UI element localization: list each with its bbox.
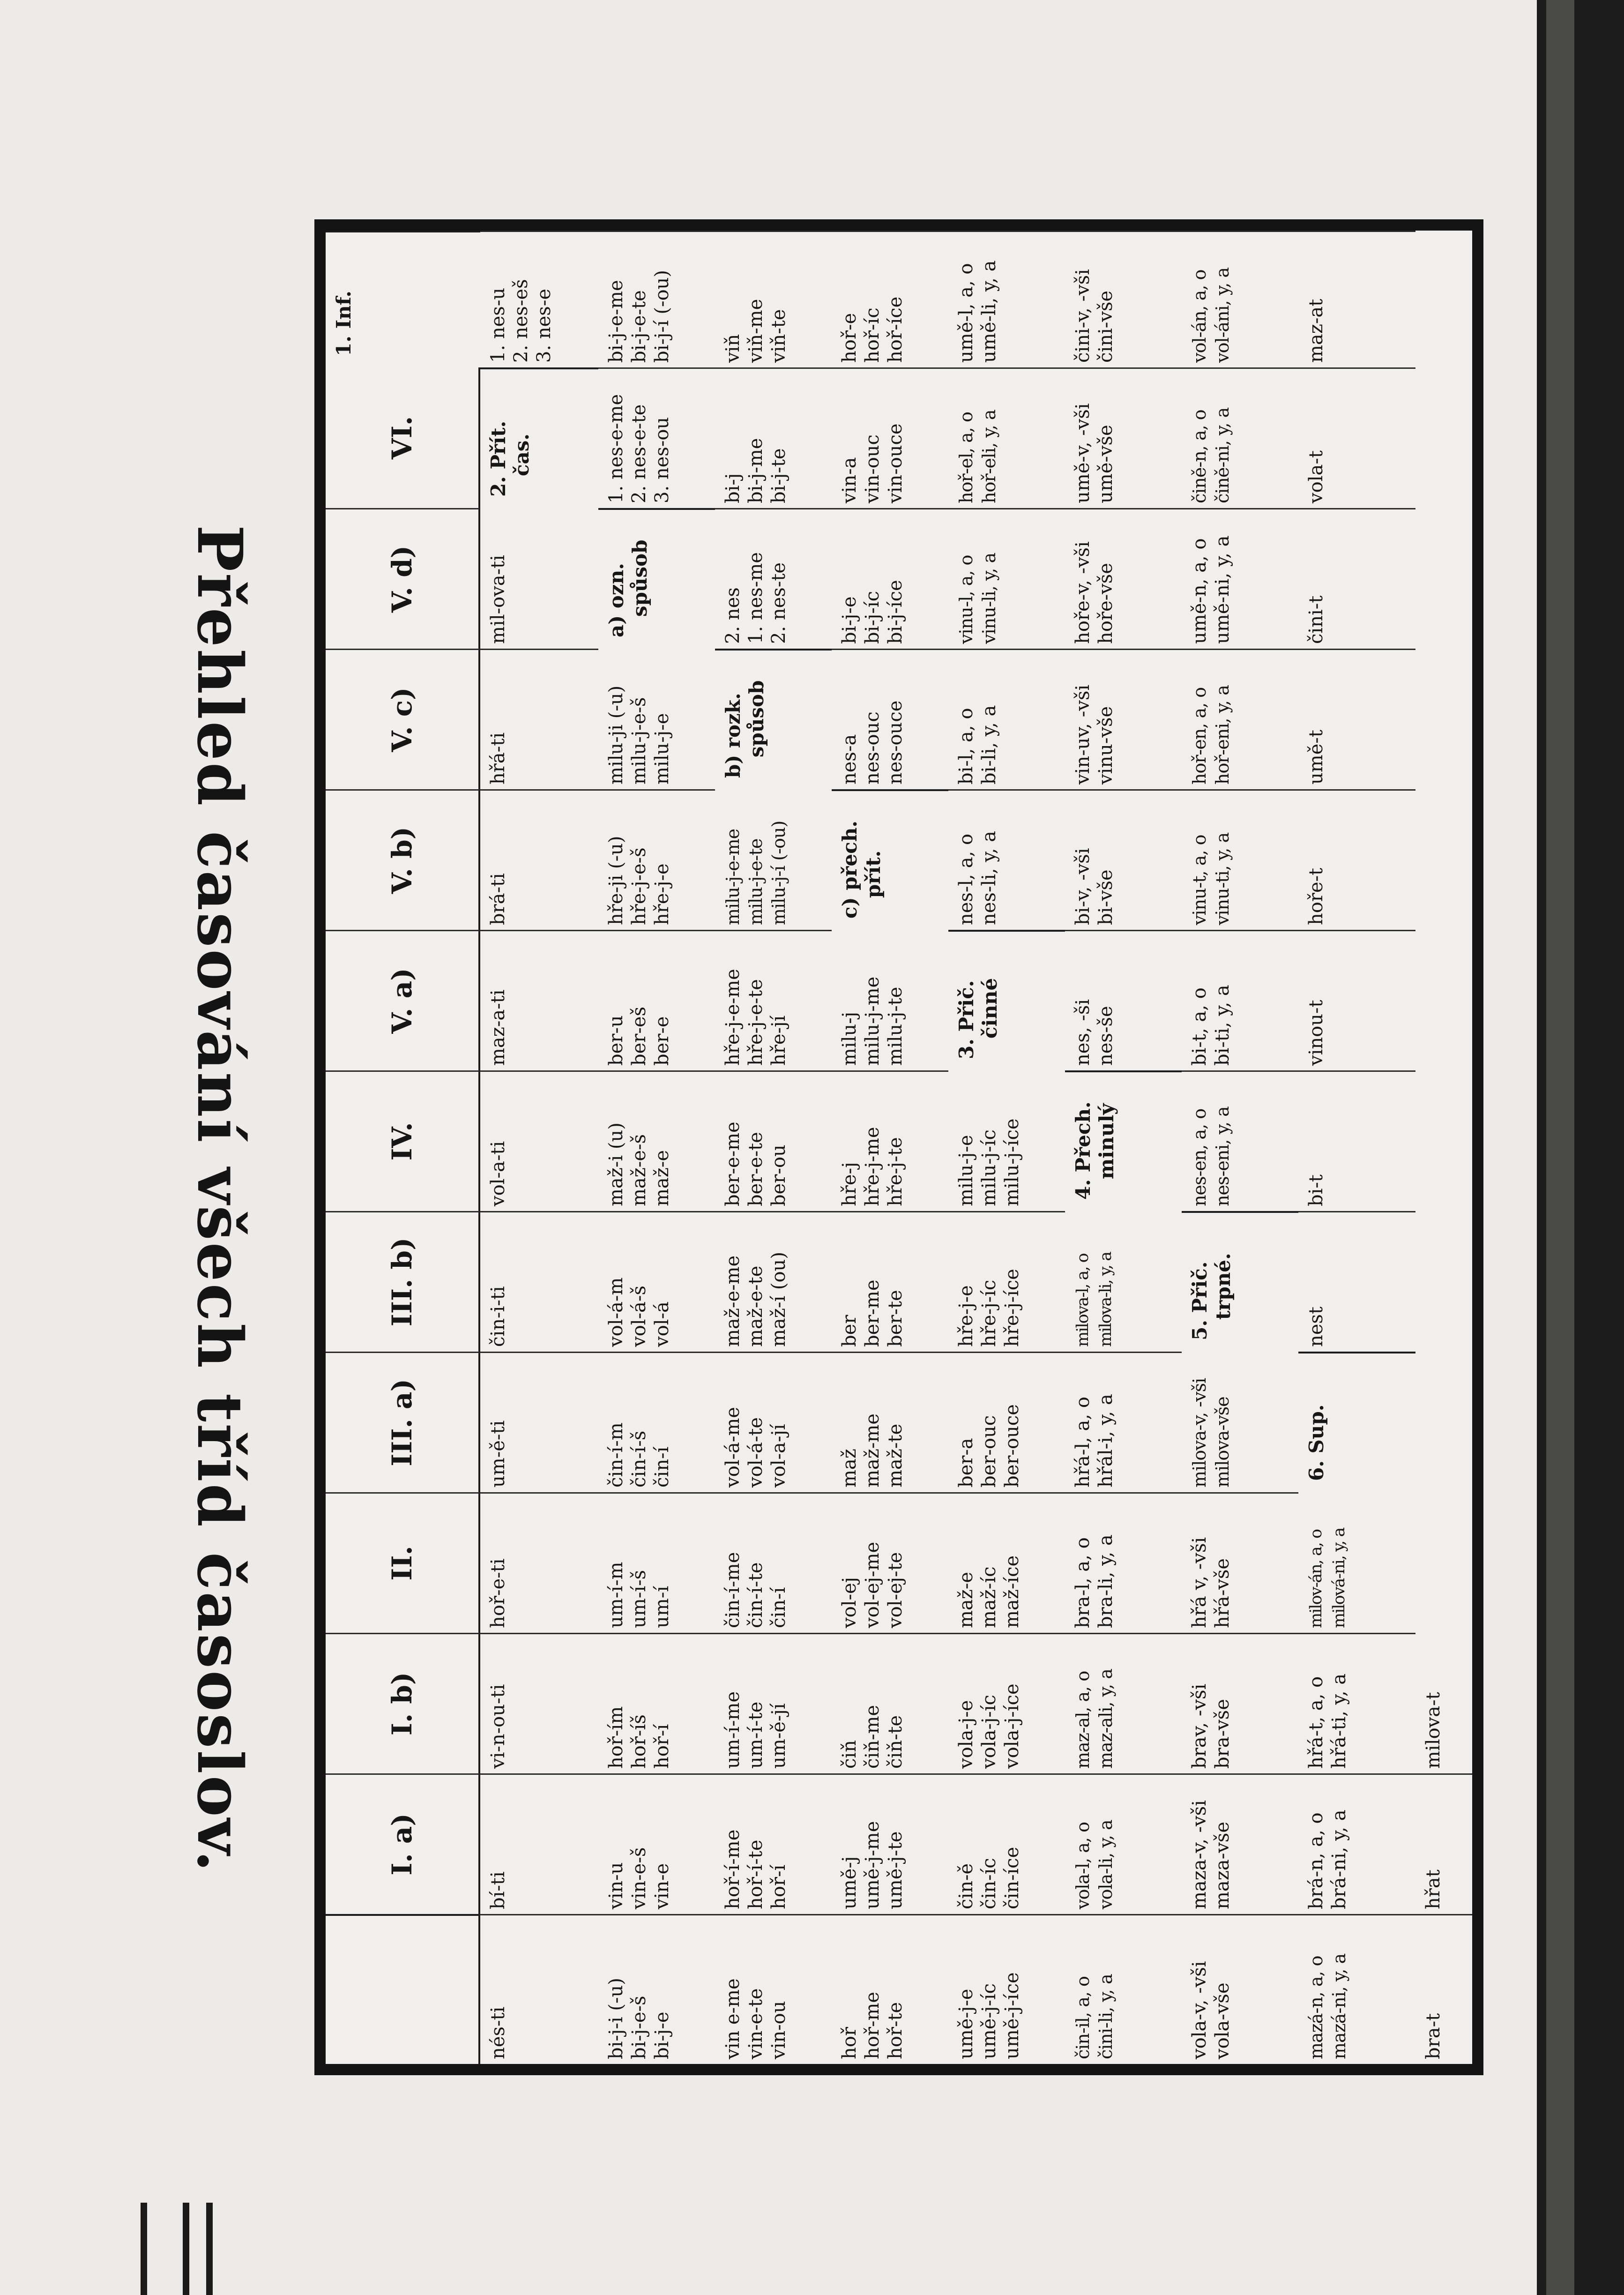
column-header: I. a) xyxy=(326,1773,480,1914)
table-cell: hře-j-e hře-j-íc hře-j-íce xyxy=(948,1211,1065,1352)
column-header: V. a) xyxy=(326,930,480,1070)
table-cell: čin-il, a, o čini-li, y, a xyxy=(1065,1914,1182,2064)
table-cell: maz-al, a, o maz-ali, y, a xyxy=(1065,1633,1182,1773)
table-cell: umě-j umě-j-me umě-j-te xyxy=(832,1773,948,1914)
table-cell: um-ě-ti xyxy=(480,1352,598,1492)
table-cell: bi-t, a, o bi-ti, y, a xyxy=(1182,930,1298,1070)
table-cell: brá-n, a, o brá-ni, y, a xyxy=(1298,1773,1415,1914)
table-cell: vol-á-m vol-á-š vol-á xyxy=(598,1211,715,1352)
table-cell: vinu-l, a, o vinu-li, y, a xyxy=(948,508,1065,649)
table-cell: brav, -vši bra-vše xyxy=(1182,1633,1298,1773)
table-cell: ber-e-me ber-e-te ber-ou xyxy=(715,1070,832,1211)
table-cell: um-í-me um-í-te um-ě-jí xyxy=(715,1633,832,1773)
row-label: b) rozk. spůsob xyxy=(715,649,832,789)
column-header: VI. xyxy=(326,367,480,508)
row-label: 5. Přič. trpné. xyxy=(1182,1211,1298,1352)
table-cell: vin e-me vin-e-te vin-ou xyxy=(715,1914,832,2064)
table-cell: hřá v, -vši hřá-vše xyxy=(1182,1492,1298,1633)
table-cell: čini-t xyxy=(1298,508,1415,649)
table-cell: hřat xyxy=(1415,1773,1472,1914)
table-cell: vol-á-me vol-á-te vol-a-jí xyxy=(715,1352,832,1492)
table-cell: čini-v, -vši čini-vše xyxy=(1065,231,1182,367)
table-cell: hoře-v, -vši hoře-vše xyxy=(1065,508,1182,649)
table-cell: umě-v, -vši umě-vše xyxy=(1065,367,1182,508)
page-title: Přehled časování všech tříd časoslov. xyxy=(183,525,256,1874)
table-cell: čin-í-m čin-í-š čin-í xyxy=(598,1352,715,1492)
table-cell: milova-t xyxy=(1423,1692,1444,1769)
table-cell: viň viň-me viň-te xyxy=(715,231,832,367)
table-cell: nes-l, a, o nes-li, y, a xyxy=(948,789,1065,930)
table-cell: vol-a-ti xyxy=(480,1070,598,1211)
row-label: 2. Přít. čas. xyxy=(480,367,598,508)
table-cell: vol-án, a, o vol-áni, y, a xyxy=(1182,231,1298,367)
table-cell: milu-j-e milu-j-íc milu-j-íce xyxy=(955,1118,1023,1206)
table-cell: umě-l, a, o umě-li, y, a xyxy=(948,231,1065,367)
table-cell: 2. nes 1. nes-me 2. nes-te xyxy=(715,508,832,649)
table-cell: maz-a-ti xyxy=(480,930,598,1070)
row-label: 1. Inf. xyxy=(326,231,480,367)
column-header: III. b) xyxy=(326,1211,480,1352)
table-cell: bra-l, a, o bra-li, y, a xyxy=(1065,1492,1182,1633)
row-label: 4. Přech. minulý xyxy=(1065,1070,1182,1211)
table-cell: vola-v, -vši vola-vše xyxy=(1182,1914,1298,2064)
table-cell: vola-t xyxy=(1298,367,1415,508)
table-corner xyxy=(326,1914,480,2064)
column-header: V. b) xyxy=(326,789,480,930)
column-header: IV. xyxy=(326,1070,480,1211)
table-cell: bi-j-i (-u) bi-j-e-š bi-j-e xyxy=(598,1914,715,2064)
table-cell: vin-uv, -vši vinu-vše xyxy=(1065,649,1182,789)
table-cell: hoř-el, a, o hoř-eli, y, a xyxy=(948,367,1065,508)
table-cell: hoř-e-ti xyxy=(480,1492,598,1633)
table-cell: nest xyxy=(1298,1211,1415,1352)
row-label: a) ozn. spůsob xyxy=(598,508,715,649)
table-cell: hře-j hře-j-me hře-j-te xyxy=(832,1070,948,1211)
table-cell: nes, -ši nes-še xyxy=(1065,930,1182,1070)
table-cell: vinu-t, a, o vinu-ti, y, a xyxy=(1182,789,1298,930)
table-cell: čin-ě čin-íc čin-íce xyxy=(948,1773,1065,1914)
table-cell: nes-en, a, o nes-eni, y, a xyxy=(1182,1070,1298,1211)
conjugation-table xyxy=(326,231,1472,2064)
table-cell: ber-a ber-ouc ber-ouce xyxy=(948,1352,1065,1492)
table-cell: hřá-l, a, o hřál-i, y, a xyxy=(1065,1352,1182,1492)
table-cell: umě-j-e umě-j-íc umě-j-íce xyxy=(948,1914,1065,2064)
table-cell: vin-u vin-e-š vin-e xyxy=(598,1773,715,1914)
row-label: 3. Přič. činné xyxy=(948,930,1065,1070)
table-cell: hoř-ím hoř-íš hoř-í xyxy=(598,1633,715,1773)
table-cell: milov-án, a, o milová-ni, y, a xyxy=(1307,1528,1348,1628)
table-cell: 1. nes-e-me 2. nes-e-te 3. nes-ou xyxy=(598,367,715,508)
table-cell: milu-j-e-me milu-j-e-te milu-j-í (-ou) xyxy=(723,821,789,925)
table-cell: vin-a vin-ouc vin-ouce xyxy=(832,367,948,508)
table-cell: čin-í-me čin-í-te čin-í xyxy=(715,1492,832,1633)
table-cell: bí-ti xyxy=(480,1773,598,1914)
table-cell: maz-at xyxy=(1298,231,1415,367)
table-cell: hoř-í-me hoř-í-te hoř-í xyxy=(715,1773,832,1914)
table-cell: hoř-e hoř-íc hoř-íce xyxy=(832,231,948,367)
column-header: III. a) xyxy=(326,1352,480,1492)
table-cell: bi-j bi-j-me bi-j-te xyxy=(715,367,832,508)
table-cell: nes-a nes-ouc nes-ouce xyxy=(832,649,948,789)
row-label: c) přech. přít. xyxy=(832,789,948,930)
table-cell: vola-j-e vola-j-íc vola-j-íce xyxy=(948,1633,1065,1773)
table-cell: ber ber-me ber-te xyxy=(832,1211,948,1352)
table-cell: milova-l, a, o milova-li, y, a xyxy=(1073,1252,1115,1347)
table-cell: ber-u ber-eš ber-e xyxy=(598,930,715,1070)
table-cell: čiň čiň-me čiň-te xyxy=(832,1633,948,1773)
column-header: V. d) xyxy=(326,508,480,649)
column-header: I. b) xyxy=(326,1633,480,1773)
table-cell: hoře-t xyxy=(1298,789,1415,930)
table-cell: hoř hoř-me hoř-te xyxy=(832,1914,948,2064)
table-cell: um-í-m um-í-š um-í xyxy=(598,1492,715,1633)
table-cell: milu-ji (-u) milu-j-e-š milu-j-e xyxy=(605,685,673,785)
table-cell: vol-ej vol-ej-me vol-ej-te xyxy=(832,1492,948,1633)
table-cell: mazá-n, a, o mazá-ni, y, a xyxy=(1298,1914,1415,2064)
table-cell: hře-ji (-u) hře-j-e-š hře-j-e xyxy=(598,789,715,930)
column-header: V. c) xyxy=(326,649,480,789)
table-cell: čin-i-ti xyxy=(480,1211,598,1352)
table-cell: vinou-t xyxy=(1298,930,1415,1070)
table-cell: 1. nes-u 2. nes-eš 3. nes-e xyxy=(480,231,598,367)
table-cell: maž-i (u) maž-e-š maž-e xyxy=(598,1070,715,1211)
table-cell: maž-e-me maž-e-te maž-í (ou) xyxy=(715,1211,832,1352)
table-cell: čině-n, a, o čině-ni, y, a xyxy=(1182,367,1298,508)
table-cell: brá-ti xyxy=(480,789,598,930)
table-cell: hřá-t, a, o hřá-ti, y, a xyxy=(1298,1633,1415,1773)
table-cell: hoř-en, a, o hoř-eni, y, a xyxy=(1182,649,1298,789)
column-header: II. xyxy=(326,1492,480,1633)
table-cell: maž maž-me maž-te xyxy=(832,1352,948,1492)
conjugation-table-frame xyxy=(314,219,1483,2075)
table-cell: maž-e maž-íc maž-íce xyxy=(948,1492,1065,1633)
table-cell: nés-ti xyxy=(480,1914,598,2064)
table-cell: maza-v, -vši maza-vše xyxy=(1182,1773,1298,1914)
table-cell: vola-l, a, o vola-li, y, a xyxy=(1065,1773,1182,1914)
table-cell: bi-j-e-me bi-j-e-te bi-j-í (-ou) xyxy=(598,231,715,367)
table-cell: hře-j-e-me hře-j-e-te hře-jí xyxy=(715,930,832,1070)
table-cell: bi-j-e bi-j-íc bi-j-íce xyxy=(832,508,948,649)
table-cell: umě-t xyxy=(1298,649,1415,789)
table-cell: bi-v, -vši bi-vše xyxy=(1065,789,1182,930)
table-cell: vi-n-ou-ti xyxy=(480,1633,598,1773)
table-cell: mil-ova-ti xyxy=(487,555,509,644)
table-cell: milova-v, -vši milova-vše xyxy=(1189,1378,1233,1488)
table-cell: bi-t xyxy=(1298,1070,1415,1211)
table-cell: bra-t xyxy=(1415,1914,1472,2064)
table-cell: hřá-ti xyxy=(480,649,598,789)
row-label: 6. Sup. xyxy=(1298,1352,1415,1492)
table-cell: umě-n, a, o umě-ni, y, a xyxy=(1182,508,1298,649)
table-cell: milu-j milu-j-me milu-j-te xyxy=(839,976,906,1066)
table-cell: bi-l, a, o bi-li, y, a xyxy=(948,649,1065,789)
